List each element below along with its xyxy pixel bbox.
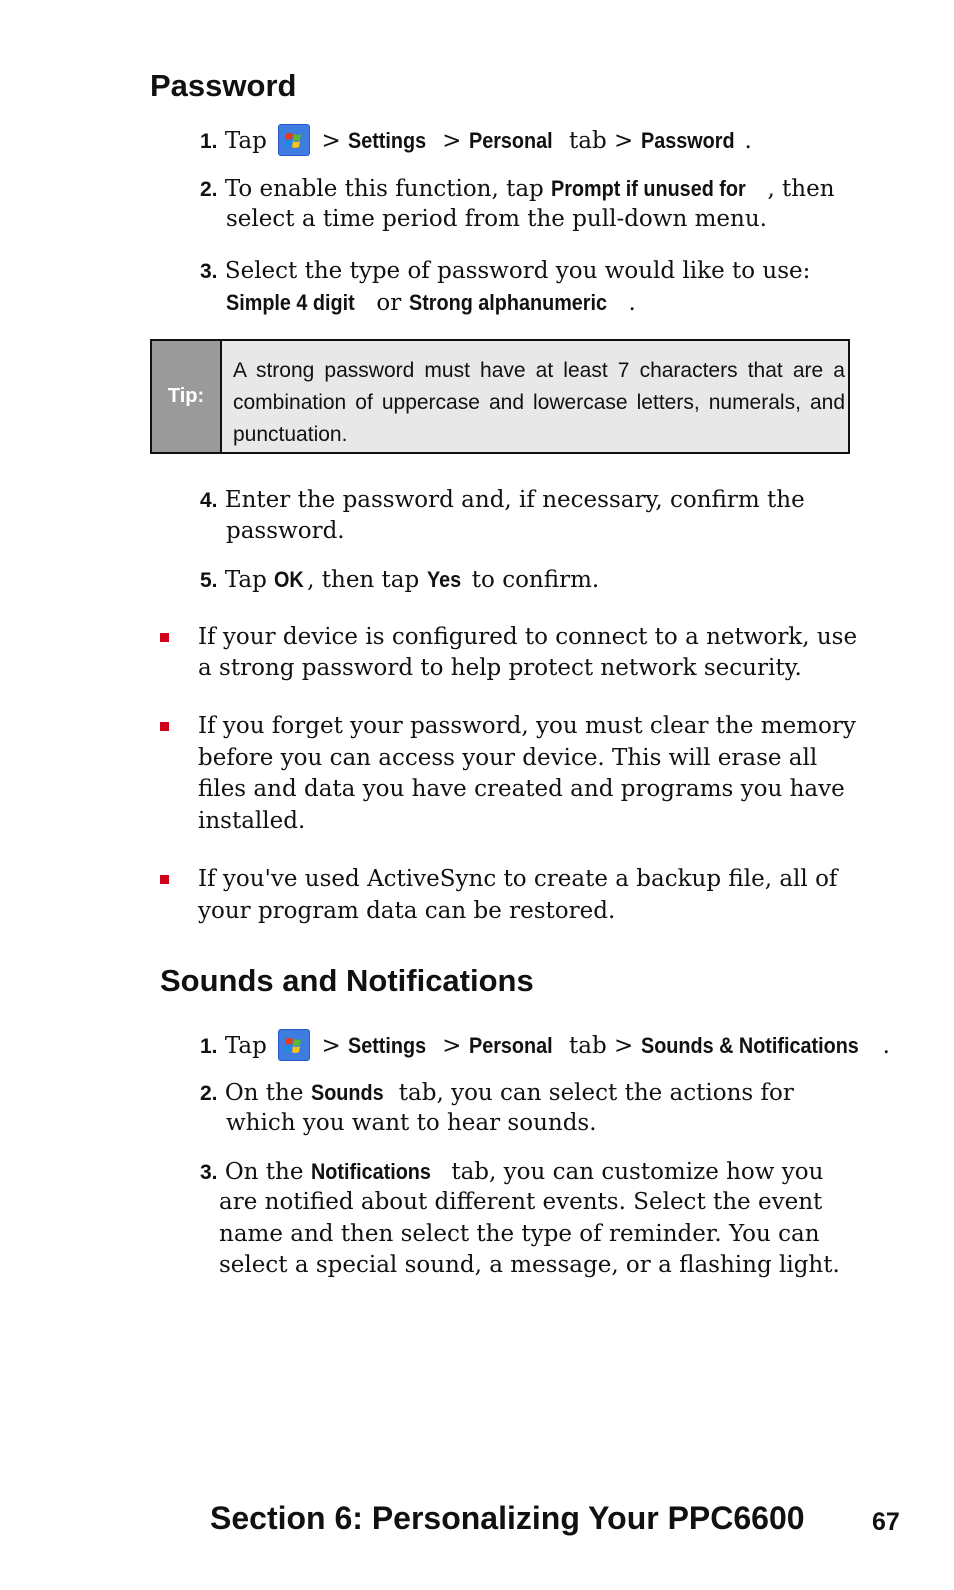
step-number: 2. [200,1082,218,1105]
punctuation: . [882,1033,890,1059]
step-text: to confirm. [471,567,600,593]
step-number: 4. [200,489,218,512]
sounds-step-3-cont: name and then select the type of reminder. You can [219,1221,820,1247]
password-step-4 [200,485,805,516]
bullet-text-line: before you can access your device. This will erase all [198,745,818,771]
password-step-3 [200,256,810,287]
separator: > [442,1033,462,1059]
step-text: To enable this function, tap [224,176,544,202]
step-text: On the [224,1159,304,1185]
sounds-step-3-cont: are notified about different events. Select the event [219,1189,823,1215]
tip-text-line: combination of uppercase and lowercase letters, numerals, and [233,391,845,414]
bullet-square-icon [160,722,169,731]
settings-label: Settings [348,1033,427,1058]
password-step-1 [200,124,752,157]
bullet-text-line: If your device is configured to connect to a network, use [198,624,858,650]
personal-label: Personal [468,1033,553,1058]
password-step-3-cont [226,287,636,319]
section-heading-sounds: Sounds and Notifications [160,963,534,998]
bullet-text-line: files and data you have created and programs you have [198,776,845,802]
bullet-text-line: a strong password to help protect network security. [198,655,802,681]
step-number: 3. [200,260,218,283]
step-number: 1. [200,1035,218,1058]
notifications-tab-label: Notifications [310,1159,431,1184]
sounds-step-2 [200,1077,794,1109]
tip-text-line: A strong password must have at least 7 characters that are a [233,359,845,382]
password-label: Password [640,128,735,153]
page-number: 67 [872,1508,900,1536]
prompt-if-unused-label: Prompt if unused for [551,176,746,201]
separator: > [321,128,341,154]
sounds-notifications-label: Sounds & Notifications [640,1033,859,1058]
step-text: Enter the password and, if necessary, confirm the [224,487,805,513]
bullet-square-icon [160,633,169,642]
sounds-step-3 [200,1156,823,1188]
password-step-2-cont: select a time period from the pull-down menu. [226,206,767,232]
step-text: , then tap [307,567,420,593]
windows-start-icon [278,124,310,156]
sounds-tab-label: Sounds [310,1080,384,1105]
yes-label: Yes [426,567,461,592]
separator: > [442,128,462,154]
simple-4-digit-label: Simple 4 digit [226,290,355,315]
bullet-text-line: If you've used ActiveSync to create a backup file, all of [198,866,838,892]
step-number: 2. [200,178,218,201]
personal-label: Personal [468,128,553,153]
bullet-square-icon [160,875,169,884]
tip-text-line: punctuation. [233,423,348,446]
footer-section-title: Section 6: Personalizing Your PPC6600 [210,1500,805,1536]
step-text: Tap [224,128,267,154]
windows-start-icon [278,1029,310,1061]
settings-label: Settings [348,128,427,153]
step-text: , then [767,176,835,202]
step-text: tab > [569,1033,634,1059]
separator: > [321,1033,341,1059]
bullet-text-line: your program data can be restored. [198,898,616,924]
step-text: On the [224,1080,304,1106]
bullet-text-line: If you forget your password, you must clear the memory [198,713,856,739]
tip-box [150,339,850,454]
section-heading-password: Password [150,68,297,103]
bullet-text-line: installed. [198,808,306,834]
step-number: 5. [200,569,218,592]
strong-alphanumeric-label: Strong alphanumeric [408,290,607,315]
step-text: or [376,290,402,316]
step-text: tab > [569,128,634,154]
punctuation: . [744,128,752,154]
ok-label: OK [274,567,304,592]
sounds-step-2-cont: which you want to hear sounds. [226,1110,597,1136]
step-text: tab, you can customize how you [451,1159,824,1185]
sounds-step-3-cont: select a special sound, a message, or a flashing light. [219,1252,840,1278]
step-text: Tap [224,567,267,593]
password-step-5 [200,564,599,596]
step-text: Tap [224,1033,267,1059]
step-text: tab, you can select the actions for [398,1080,794,1106]
tip-label: Tip: [152,341,222,452]
step-number: 3. [200,1161,218,1184]
punctuation: . [628,290,636,316]
sounds-step-1 [200,1029,890,1062]
step-text: Select the type of password you would like to use: [224,258,811,284]
password-step-2 [200,173,835,205]
step-number: 1. [200,130,218,153]
password-step-4-cont: password. [226,518,345,544]
